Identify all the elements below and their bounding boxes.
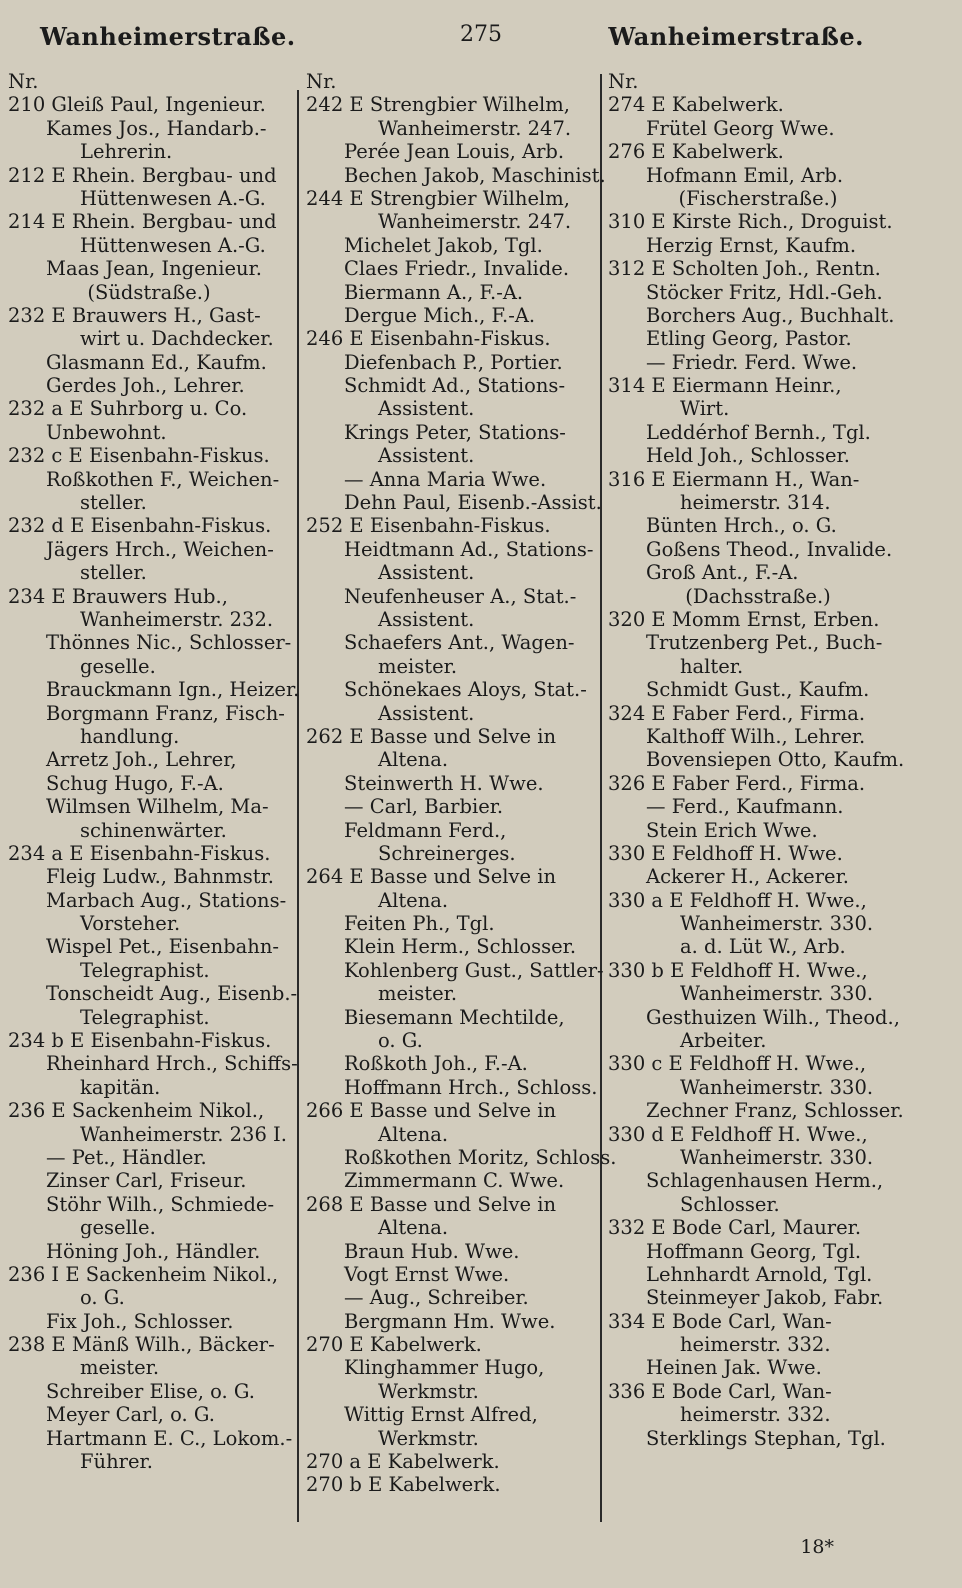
house-entry: 314 E Eiermann Heinr., — [608, 374, 842, 398]
resident-entry: Wilmsen Wilhelm, Ma- — [46, 795, 269, 819]
resident-entry: Telegraphist. — [80, 958, 210, 982]
house-entry: 214 E Rhein. Bergbau- und — [8, 210, 277, 234]
resident-entry: Brauckmann Ign., Heizer. — [46, 678, 300, 702]
resident-entry: Meyer Carl, o. G. — [46, 1403, 215, 1427]
resident-entry: geselle. — [80, 1216, 156, 1240]
page-header — [0, 22, 962, 52]
resident-entry: meister. — [378, 982, 458, 1006]
resident-entry: Frütel Georg Wwe. — [646, 116, 835, 140]
resident-entry: Assistent. — [378, 607, 475, 631]
resident-entry: Goßens Theod., Invalide. — [646, 537, 893, 561]
resident-entry: heimerstr. 314. — [680, 491, 831, 515]
resident-entry: Fix Joh., Schlosser. — [46, 1309, 234, 1333]
resident-entry: o. G. — [378, 1029, 423, 1053]
resident-entry: Roßkoth Joh., F.-A. — [344, 1052, 528, 1076]
resident-entry: Biesemann Mechtilde, — [344, 1005, 565, 1029]
resident-entry: Tonscheidt Aug., Eisenb.- — [46, 982, 298, 1006]
resident-entry: Diefenbach P., Portier. — [344, 350, 563, 374]
resident-entry: Zechner Franz, Schlosser. — [646, 1099, 904, 1123]
resident-entry: Neufenheuser A., Stat.- — [344, 584, 577, 608]
resident-entry: Lehrerin. — [80, 140, 173, 164]
house-entry: 234 a E Eisenbahn-Fiskus. — [8, 841, 271, 865]
resident-entry: Höning Joh., Händler. — [46, 1239, 261, 1263]
resident-entry: Roßkothen F., Weichen- — [46, 467, 280, 491]
street-heading: (Fischerstraße.) — [678, 186, 838, 210]
resident-entry: Claes Friedr., Invalide. — [344, 257, 570, 281]
resident-entry: steller. — [80, 491, 147, 515]
resident-entry: Wanheimerstr. 232. — [80, 607, 274, 631]
house-entry: 262 E Basse und Selve in — [306, 724, 557, 748]
resident-entry: Rheinhard Hrch., Schiffs- — [46, 1052, 298, 1076]
resident-entry: Assistent. — [378, 701, 475, 725]
resident-entry: Schaefers Ant., Wagen- — [344, 631, 575, 655]
house-entry: 324 E Faber Ferd., Firma. — [608, 701, 866, 725]
resident-entry: Zimmermann C. Wwe. — [344, 1169, 565, 1193]
running-title-left: Wanheimerstraße. — [40, 22, 296, 51]
resident-entry: Assistent. — [378, 444, 475, 468]
resident-entry: Wanheimerstr. 330. — [680, 1075, 874, 1099]
resident-entry: Stein Erich Wwe. — [646, 818, 818, 842]
house-entry: Nr. — [608, 70, 639, 93]
resident-entry: Krings Peter, Stations- — [344, 420, 566, 444]
resident-entry: Altena. — [378, 1216, 449, 1240]
house-entry: 210 Gleiß Paul, Ingenieur. — [8, 93, 266, 117]
resident-entry: Wanheimerstr. 236 I. — [80, 1122, 287, 1146]
column-rule-1 — [297, 90, 299, 1522]
house-entry: 234 E Brauwers Hub., — [8, 584, 228, 608]
resident-entry: Kohlenberg Gust., Sattler- — [344, 958, 604, 982]
house-entry: 232 c E Eisenbahn-Fiskus. — [8, 444, 270, 468]
house-entry: 320 E Momm Ernst, Erben. — [608, 607, 880, 631]
resident-entry: — Carl, Barbier. — [344, 795, 504, 819]
house-entry: 336 E Bode Carl, Wan- — [608, 1379, 832, 1403]
house-entry: 244 E Strengbier Wilhelm, — [306, 186, 570, 210]
resident-entry: Unbewohnt. — [46, 420, 167, 444]
resident-entry: Gesthuizen Wilh., Theod., — [646, 1005, 900, 1029]
resident-entry: Schug Hugo, F.-A. — [46, 771, 224, 795]
resident-entry: geselle. — [80, 654, 156, 678]
resident-entry: heimerstr. 332. — [680, 1333, 831, 1357]
resident-entry: Arretz Joh., Lehrer, — [46, 748, 237, 772]
resident-entry: Wanheimerstr. 247. — [378, 116, 572, 140]
resident-entry: heimerstr. 332. — [680, 1403, 831, 1427]
resident-entry: Werkmstr. — [378, 1426, 479, 1450]
house-entry: 238 E Mänß Wilh., Bäcker- — [8, 1333, 275, 1357]
resident-entry: Arbeiter. — [680, 1029, 767, 1053]
resident-entry: Altena. — [378, 888, 449, 912]
house-entry: 252 E Eisenbahn-Fiskus. — [306, 514, 551, 538]
house-entry: 316 E Eiermann H., Wan- — [608, 467, 860, 491]
column-rule-2 — [600, 74, 602, 1522]
resident-entry: Schlagenhausen Herm., — [646, 1169, 884, 1193]
house-entry: 212 E Rhein. Bergbau- und — [8, 163, 277, 187]
house-entry: 330 d E Feldhoff H. Wwe., — [608, 1122, 868, 1146]
resident-entry: Klinghammer Hugo, — [344, 1356, 545, 1380]
resident-entry: schinenwärter. — [80, 818, 227, 842]
resident-entry: Heidtmann Ad., Stations- — [344, 537, 594, 561]
house-entry: 330 a E Feldhoff H. Wwe., — [608, 888, 867, 912]
house-entry: 332 E Bode Carl, Maurer. — [608, 1216, 862, 1240]
resident-entry: steller. — [80, 561, 147, 585]
resident-entry: Wanheimerstr. 330. — [680, 982, 874, 1006]
resident-entry: Maas Jean, Ingenieur. — [46, 257, 262, 281]
resident-entry: Stöhr Wilh., Schmiede- — [46, 1192, 275, 1216]
resident-entry: Schmidt Gust., Kaufm. — [646, 678, 870, 702]
house-entry: 312 E Scholten Joh., Rentn. — [608, 257, 881, 281]
house-entry: 264 E Basse und Selve in — [306, 865, 557, 889]
resident-entry: Glasmann Ed., Kaufm. — [46, 350, 267, 374]
resident-entry: Bovensiepen Otto, Kaufm. — [646, 748, 905, 772]
resident-entry: Ackerer H., Ackerer. — [646, 865, 849, 889]
resident-entry: Wanheimerstr. 247. — [378, 210, 572, 234]
house-entry: 326 E Faber Ferd., Firma. — [608, 771, 866, 795]
resident-entry: a. d. Lüt W., Arb. — [680, 935, 846, 959]
resident-entry: Dergue Mich., F.-A. — [344, 303, 536, 327]
resident-entry: Steinwerth H. Wwe. — [344, 771, 544, 795]
resident-entry: Etling Georg, Pastor. — [646, 327, 852, 351]
resident-entry: Dehn Paul, Eisenb.-Assist. — [344, 491, 602, 515]
resident-entry: Hüttenwesen A.-G. — [80, 186, 266, 210]
street-heading: (Dachsstraße.) — [685, 584, 831, 608]
signature-mark: 18* — [800, 1536, 834, 1558]
resident-entry: Roßkothen Moritz, Schloss. — [344, 1145, 617, 1169]
resident-entry: halter. — [680, 654, 744, 678]
resident-entry: Kalthoff Wilh., Lehrer. — [646, 724, 866, 748]
resident-entry: Altena. — [378, 748, 449, 772]
house-entry: Nr. — [8, 70, 39, 93]
resident-entry: Bünten Hrch., o. G. — [646, 514, 837, 538]
house-entry: 234 b E Eisenbahn-Fiskus. — [8, 1029, 272, 1053]
resident-entry: Feldmann Ferd., — [344, 818, 507, 842]
house-entry: 270 b E Kabelwerk. — [306, 1473, 501, 1497]
resident-entry: Kames Jos., Handarb.- — [46, 116, 267, 140]
resident-entry: Telegraphist. — [80, 1005, 210, 1029]
resident-entry: Lehnhardt Arnold, Tgl. — [646, 1262, 873, 1286]
resident-entry: meister. — [378, 654, 458, 678]
resident-entry: Borchers Aug., Buchhalt. — [646, 303, 895, 327]
resident-entry: Braun Hub. Wwe. — [344, 1239, 520, 1263]
running-title-right: Wanheimerstraße. — [608, 22, 864, 51]
resident-entry: — Anna Maria Wwe. — [344, 467, 547, 491]
resident-entry: meister. — [80, 1356, 160, 1380]
resident-entry: Schönekaes Aloys, Stat.- — [344, 678, 587, 702]
resident-entry: Wittig Ernst Alfred, — [344, 1403, 538, 1427]
resident-entry: Biermann A., F.-A. — [344, 280, 524, 304]
resident-entry: Borgmann Franz, Fisch- — [46, 701, 285, 725]
house-entry: 242 E Strengbier Wilhelm, — [306, 93, 570, 117]
resident-entry: Groß Ant., F.-A. — [646, 561, 799, 585]
resident-entry: Wanheimerstr. 330. — [680, 912, 874, 936]
resident-entry: — Pet., Händler. — [46, 1145, 207, 1169]
resident-entry: Held Joh., Schlosser. — [646, 444, 850, 468]
house-entry: 334 E Bode Carl, Wan- — [608, 1309, 832, 1333]
resident-entry: Hoffmann Georg, Tgl. — [646, 1239, 862, 1263]
house-entry: 330 c E Feldhoff H. Wwe., — [608, 1052, 867, 1076]
resident-entry: Schreiber Elise, o. G. — [46, 1379, 256, 1403]
resident-entry: Fleig Ludw., Bahnmstr. — [46, 865, 274, 889]
resident-entry: Wispel Pet., Eisenbahn- — [46, 935, 280, 959]
house-entry: 266 E Basse und Selve in — [306, 1099, 557, 1123]
house-entry: Nr. — [306, 70, 337, 93]
resident-entry: Sterklings Stephan, Tgl. — [646, 1426, 886, 1450]
resident-entry: Assistent. — [378, 397, 475, 421]
resident-entry: Gerdes Joh., Lehrer. — [46, 374, 245, 398]
resident-entry: Bergmann Hm. Wwe. — [344, 1309, 556, 1333]
resident-entry: Steinmeyer Jakob, Fabr. — [646, 1286, 884, 1310]
house-entry: 236 I E Sackenheim Nikol., — [8, 1262, 279, 1286]
resident-entry: Herzig Ernst, Kaufm. — [646, 233, 857, 257]
house-entry: 310 E Kirste Rich., Droguist. — [608, 210, 893, 234]
house-entry: 236 E Sackenheim Nikol., — [8, 1099, 265, 1123]
directory-column-1 — [8, 70, 300, 1474]
resident-entry: Schreinerges. — [378, 841, 516, 865]
resident-entry: Werkmstr. — [378, 1379, 479, 1403]
directory-column-3 — [608, 70, 908, 1450]
resident-entry: Altena. — [378, 1122, 449, 1146]
page-number: 275 — [460, 22, 502, 47]
house-entry: 276 E Kabelwerk. — [608, 140, 784, 164]
house-entry: 268 E Basse und Selve in — [306, 1192, 557, 1216]
house-entry: 330 b E Feldhoff H. Wwe., — [608, 958, 868, 982]
house-entry: 270 E Kabelwerk. — [306, 1333, 482, 1357]
resident-entry: Assistent. — [378, 561, 475, 585]
resident-entry: Schlosser. — [680, 1192, 780, 1216]
resident-entry: kapitän. — [80, 1075, 161, 1099]
resident-entry: Schmidt Ad., Stations- — [344, 374, 566, 398]
resident-entry: Wirt. — [680, 397, 730, 421]
resident-entry: — Ferd., Kaufmann. — [646, 795, 844, 819]
house-entry: 330 E Feldhoff H. Wwe. — [608, 841, 843, 865]
resident-entry: Leddérhof Bernh., Tgl. — [646, 420, 871, 444]
resident-entry: Hofmann Emil, Arb. — [646, 163, 844, 187]
resident-entry: Hoffmann Hrch., Schloss. — [344, 1075, 598, 1099]
resident-entry: Feiten Ph., Tgl. — [344, 912, 495, 936]
directory-column-2 — [306, 70, 617, 1497]
resident-entry: wirt u. Dachdecker. — [80, 327, 274, 351]
house-entry: 232 E Brauwers H., Gast- — [8, 303, 261, 327]
resident-entry: Bechen Jakob, Maschinist. — [344, 163, 606, 187]
resident-entry: Thönnes Nic., Schlosser- — [46, 631, 292, 655]
resident-entry: Hüttenwesen A.-G. — [80, 233, 266, 257]
resident-entry: Führer. — [80, 1450, 153, 1474]
house-entry: 232 d E Eisenbahn-Fiskus. — [8, 514, 272, 538]
resident-entry: Trutzenberg Pet., Buch- — [646, 631, 883, 655]
resident-entry: Marbach Aug., Stations- — [46, 888, 287, 912]
resident-entry: Wanheimerstr. 330. — [680, 1145, 874, 1169]
resident-entry: Michelet Jakob, Tgl. — [344, 233, 543, 257]
resident-entry: Klein Herm., Schlosser. — [344, 935, 577, 959]
resident-entry: Hartmann E. C., Lokom.- — [46, 1426, 293, 1450]
resident-entry: o. G. — [80, 1286, 125, 1310]
resident-entry: Zinser Carl, Friseur. — [46, 1169, 247, 1193]
resident-entry: Jägers Hrch., Weichen- — [46, 537, 274, 561]
resident-entry: Stöcker Fritz, Hdl.-Geh. — [646, 280, 883, 304]
resident-entry: — Aug., Schreiber. — [344, 1286, 529, 1310]
resident-entry: Vogt Ernst Wwe. — [344, 1262, 510, 1286]
house-entry: 270 a E Kabelwerk. — [306, 1450, 500, 1474]
resident-entry: handlung. — [80, 724, 180, 748]
resident-entry: Vorsteher. — [80, 912, 181, 936]
house-entry: 232 a E Suhrborg u. Co. — [8, 397, 248, 421]
house-entry: 246 E Eisenbahn-Fiskus. — [306, 327, 551, 351]
resident-entry: Heinen Jak. Wwe. — [646, 1356, 822, 1380]
street-heading: (Südstraße.) — [87, 280, 211, 304]
resident-entry: — Friedr. Ferd. Wwe. — [646, 350, 858, 374]
house-entry: 274 E Kabelwerk. — [608, 93, 784, 117]
resident-entry: Perée Jean Louis, Arb. — [344, 140, 565, 164]
